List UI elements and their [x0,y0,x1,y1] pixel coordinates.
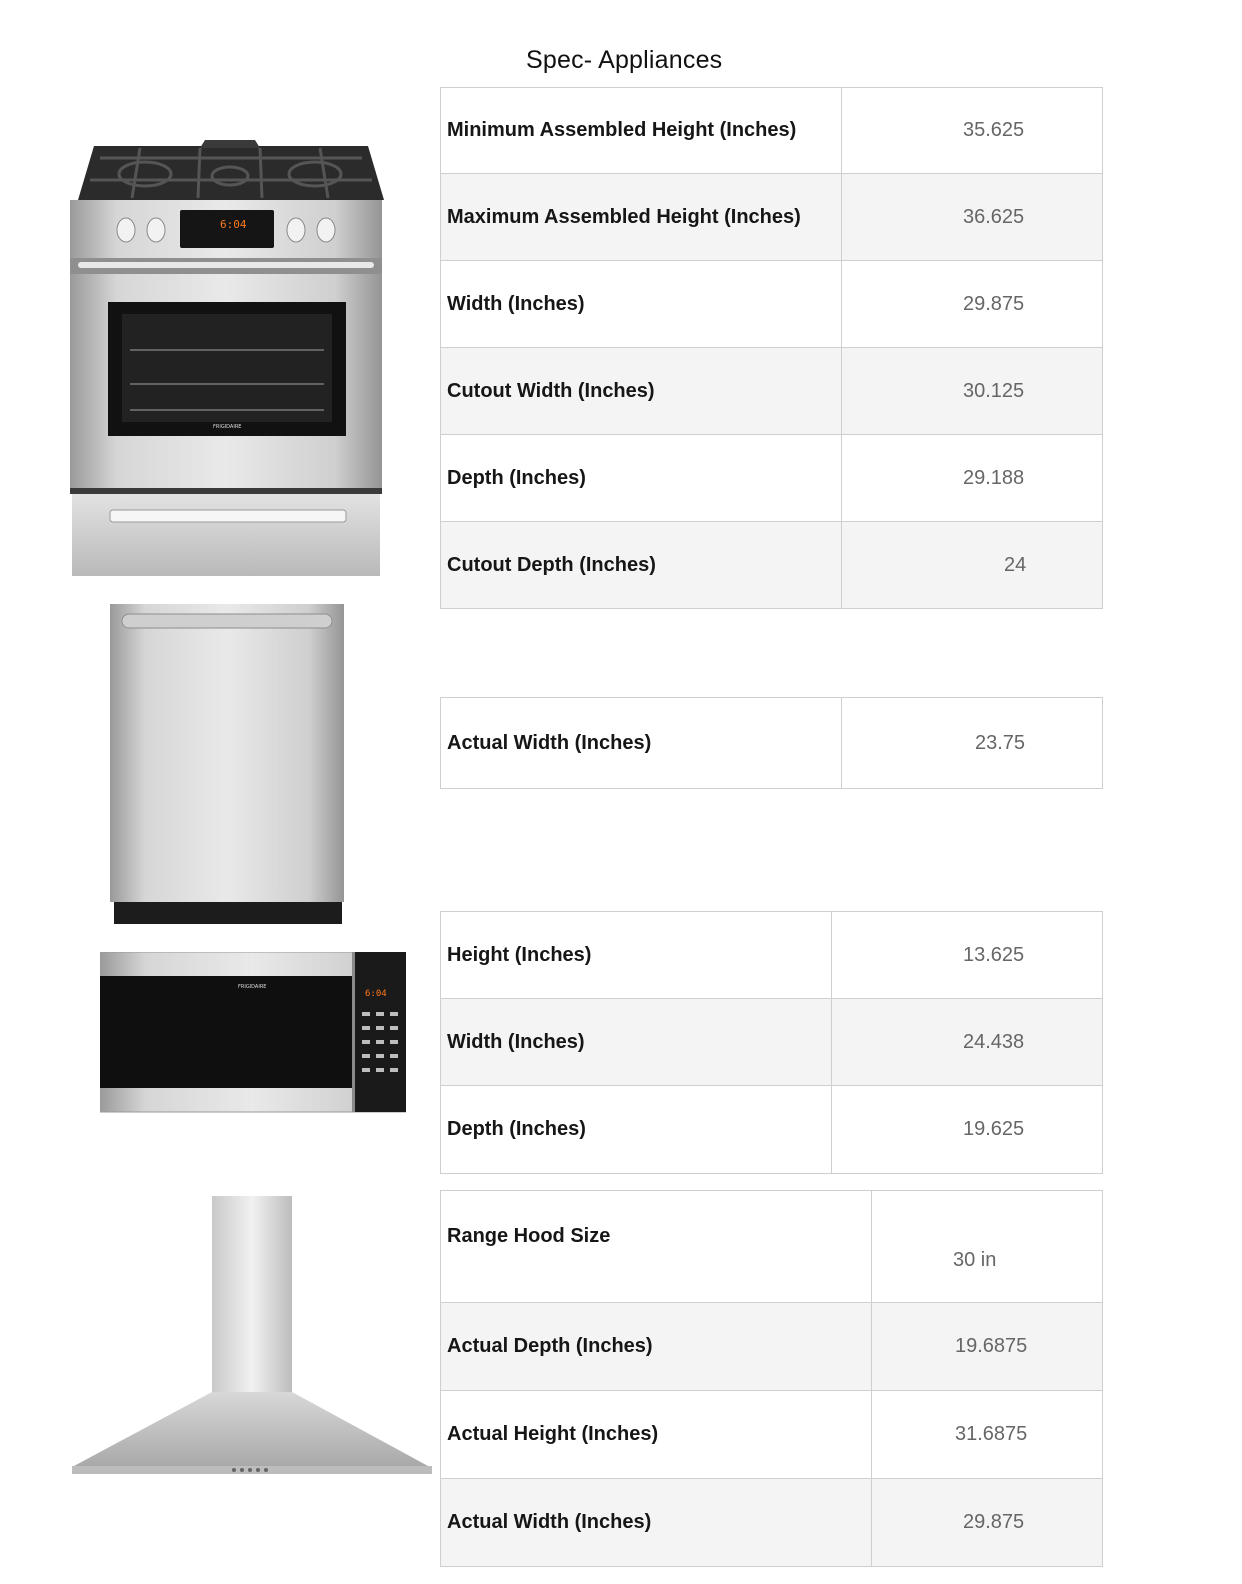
spec-value: 19.6875 [872,1303,1103,1391]
spec-value: 29.875 [842,261,1103,348]
page-title: Spec- Appliances [526,46,723,74]
spec-label: Width (Inches) [441,999,832,1086]
spec-label: Minimum Assembled Height (Inches) [441,88,842,174]
spec-label: Maximum Assembled Height (Inches) [441,174,842,261]
table-row [441,1303,1103,1391]
table-row [441,912,1103,999]
table-row [441,1391,1103,1479]
gas-range-image [70,138,392,590]
microwave-image [100,952,406,1114]
spec-value: 13.625 [832,912,1103,999]
spec-value: 30 in [872,1191,1103,1303]
spec-value: 30.125 [842,348,1103,435]
svg-text:6:04: 6:04 [365,989,387,999]
table-row [441,174,1103,261]
spec-label: Depth (Inches) [441,1086,832,1174]
spec-label: Actual Depth (Inches) [441,1303,872,1391]
spec-value: 24 [842,522,1103,609]
spec-label: Cutout Width (Inches) [441,348,842,435]
svg-text:FRIGIDAIRE: FRIGIDAIRE [213,424,242,430]
spec-label: Range Hood Size [441,1191,872,1303]
table-row [441,698,1103,789]
spec-value: 29.875 [872,1479,1103,1567]
table-row [441,348,1103,435]
table-row [441,1086,1103,1174]
spec-label: Height (Inches) [441,912,832,999]
range-hood-spec-table [440,1190,1103,1567]
microwave-spec-table [440,911,1103,1174]
spec-label: Depth (Inches) [441,435,842,522]
spec-value: 35.625 [842,88,1103,174]
svg-text:FRIGIDAIRE: FRIGIDAIRE [238,984,267,990]
spec-label: Width (Inches) [441,261,842,348]
dishwasher-image [108,604,348,930]
spec-value: 24.438 [832,999,1103,1086]
dishwasher-spec-table [440,697,1103,789]
range-spec-table [440,87,1103,609]
range-hood-image [72,1196,434,1482]
table-row [441,88,1103,174]
spec-label: Actual Height (Inches) [441,1391,872,1479]
spec-label: Actual Width (Inches) [441,698,842,789]
spec-label: Cutout Depth (Inches) [441,522,842,609]
spec-label: Actual Width (Inches) [441,1479,872,1567]
spec-value: 29.188 [842,435,1103,522]
table-row [441,522,1103,609]
table-row [441,1479,1103,1567]
table-row [441,1191,1103,1303]
spec-value: 19.625 [832,1086,1103,1174]
svg-text:6:04: 6:04 [220,218,247,231]
table-row [441,435,1103,522]
spec-value: 31.6875 [872,1391,1103,1479]
table-row [441,999,1103,1086]
spec-value: 36.625 [842,174,1103,261]
table-row [441,261,1103,348]
spec-value: 23.75 [842,698,1103,789]
